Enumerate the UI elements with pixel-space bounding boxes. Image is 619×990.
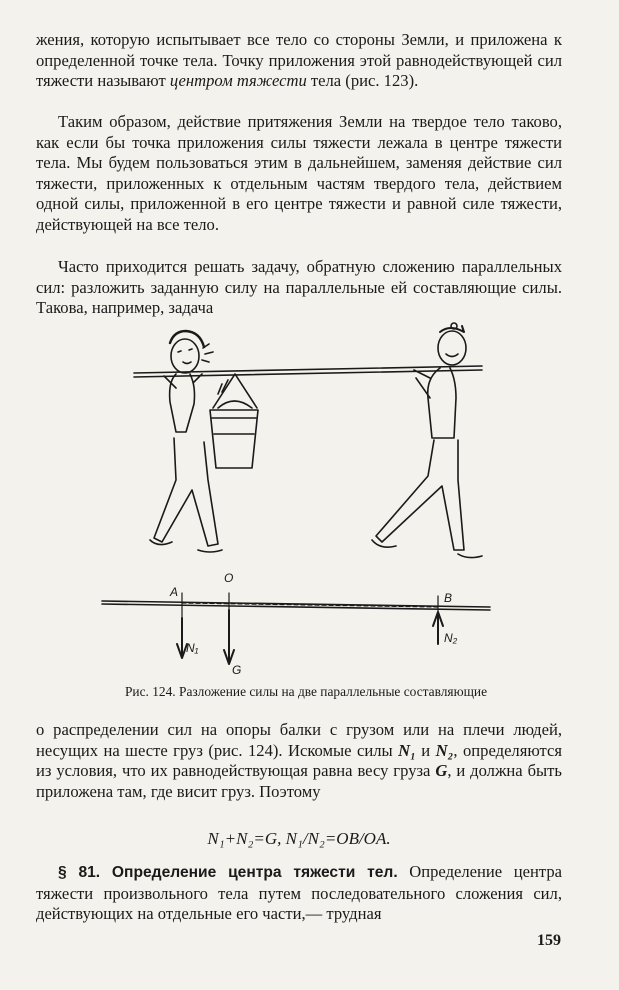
- symbol-n1: N₁: [398, 740, 416, 760]
- paragraph-3: Часто приходится решать задачу, обратную сложению параллельных сил: разложить заданную силу на параллельные ей составляющие силы. Такова, например, задача: [36, 257, 562, 318]
- page-number: 159: [537, 932, 561, 949]
- bucket-drawing: [210, 374, 258, 468]
- paragraph-4-tail: , и должна быть приложена там, где висит груз. Поэтому: [36, 761, 562, 801]
- paragraph-4-middle: , определяются из условия, что их равнодействующая равна весу груза: [36, 740, 562, 781]
- right-carrier-drawing: [372, 323, 482, 558]
- paragraph-4-text: о распределении сил на опоры балки с грузом или на плечи людей, несущих на шесте груз (рис. 124). Искомые силы: [36, 720, 562, 760]
- figure-124: [90, 318, 510, 678]
- paragraph-1-text: жения, которую испытывает все тело со стороны Земли, и приложена к определенной точке тела. Точку приложения этой равнодействующей сил тяжести называют: [36, 30, 562, 91]
- term-center-of-gravity: центром тяжести: [169, 71, 307, 91]
- paragraph-5-text: Определение центра тяжести произвольного тела путем последовательного сложения сил, действующих на отдельные его части,— трудная: [36, 862, 562, 924]
- label-a: A: [170, 585, 179, 599]
- label-o: O: [224, 571, 234, 585]
- paragraph-4-and: и: [415, 740, 436, 760]
- paragraph-1: [36, 30, 562, 92]
- figure-illustration: [90, 318, 510, 678]
- paragraph-5: [36, 862, 562, 925]
- label-n2: N₂: [444, 631, 458, 645]
- paragraph-1-tail: тела (рис. 123).: [306, 71, 419, 91]
- paragraph-4: [36, 720, 562, 802]
- label-g: G: [232, 663, 242, 677]
- pole-line: [134, 366, 482, 377]
- symbol-g: G: [435, 761, 448, 781]
- formula: N₁+N₂=G, N₁/N₂=OB/OA.: [207, 829, 391, 848]
- beam-line: [102, 601, 490, 610]
- label-n1: N₁: [186, 641, 199, 655]
- figure-caption: Рис. 124. Разложение силы на две параллельные составляющие: [124, 684, 488, 699]
- symbol-n2: N₂: [435, 740, 454, 760]
- paragraph-2: Таким образом, действие притяжения Земли на твердое тело таково, как если бы точка приложения силы тяжести лежала в центре тяжести тела. Мы будем пользоваться этим в дальнейшем, заменяя действие сил тяжести, приложенных к отдельным частям твердого тела, действием одной силы, приложенной в его центре тяжести и равной силе тяжести, действующей на все тело.: [36, 112, 562, 234]
- left-carrier-drawing: [150, 331, 222, 552]
- label-b: B: [444, 591, 453, 605]
- section-81-title: § 81. Определение центра тяжести тел.: [58, 864, 398, 881]
